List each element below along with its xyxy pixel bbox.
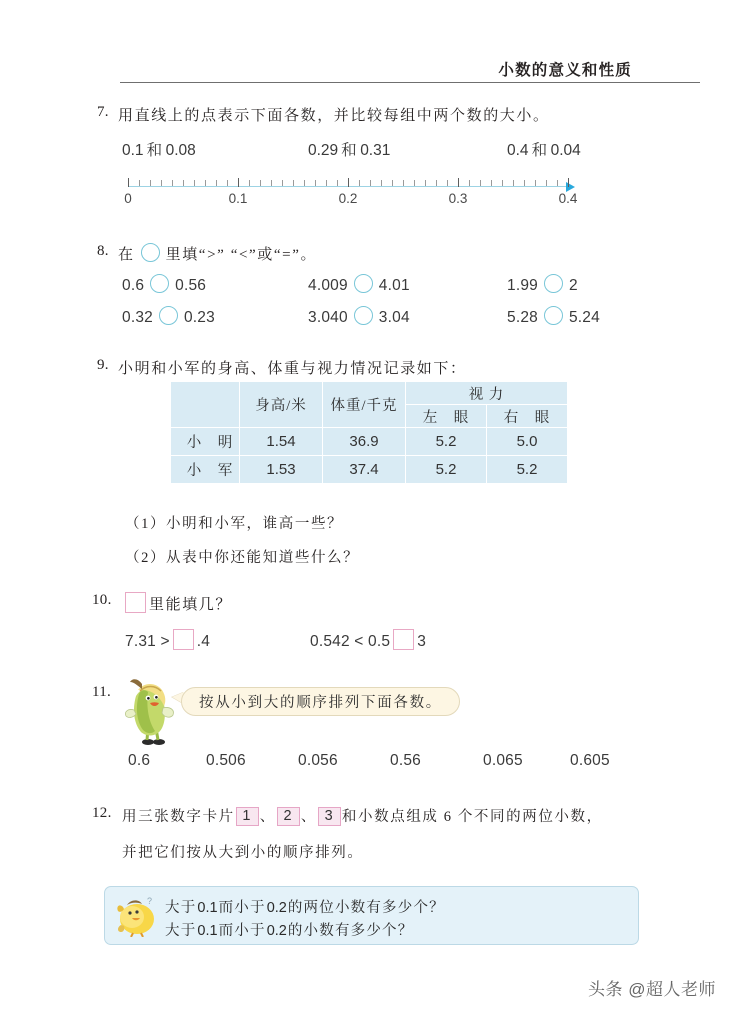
q10-text-label: 里能填几？ <box>149 597 233 613</box>
q12-card-3[interactable]: 3 <box>318 807 341 826</box>
number-line-minor-tick <box>227 180 228 186</box>
q11-number-6: 0.605 <box>570 752 610 769</box>
table-cell-height-1: 1.54 <box>240 428 323 456</box>
number-line-tick-label: 0 <box>124 191 132 206</box>
number-line-tick-label: 0.3 <box>448 191 468 206</box>
q8-item-5-circle[interactable] <box>354 306 373 325</box>
q8-item-1-circle[interactable] <box>150 274 169 293</box>
number-line-minor-tick <box>557 180 558 186</box>
number-line-minor-tick <box>359 180 360 186</box>
table-cell-weight-2: 37.4 <box>323 456 406 484</box>
number-line-minor-tick <box>249 180 250 186</box>
question-9-sub-1: （1）小明和小军，谁高一些？ <box>125 516 344 532</box>
bb-l1-b: 而小于 <box>218 900 266 916</box>
q7-pair-3-b: 0.04 <box>550 142 581 159</box>
number-line-minor-tick <box>315 180 316 186</box>
table-header-right-eye: 右 眼 <box>487 405 568 428</box>
challenge-line-2 <box>165 919 413 940</box>
number-line-minor-tick <box>370 180 371 186</box>
q12-card-2[interactable]: 2 <box>277 807 300 826</box>
q7-pair-3 <box>507 138 581 160</box>
number-line-minor-tick <box>271 180 272 186</box>
q10-item-2-before: 0.542 < 0.5 <box>310 633 391 650</box>
challenge-box <box>104 886 639 945</box>
table-cell-left-eye-2: 5.2 <box>406 456 487 484</box>
bb-l2-n1: 0.1 <box>197 923 218 939</box>
q12-line1-b: 和小数点组成 6 个不同的两位小数， <box>341 809 603 825</box>
q8-item-6-left: 5.28 <box>507 309 538 326</box>
q8-sample-circle <box>141 243 160 262</box>
question-11-number: 11. <box>92 684 112 700</box>
question-8-number: 8. <box>97 243 109 259</box>
q7-pair-2-a: 0.29 <box>308 142 339 159</box>
q7-pair-2 <box>308 138 390 160</box>
q10-item-1-before: 7.31 > <box>125 633 170 650</box>
q7-pair-1-b: 0.08 <box>165 142 196 159</box>
q10-item-1-after: .4 <box>196 633 211 650</box>
q8-item-3-left: 1.99 <box>507 277 538 294</box>
speech-bubble <box>181 687 460 716</box>
corn-character-icon <box>118 676 180 750</box>
table-row <box>171 456 568 484</box>
q11-number-5: 0.065 <box>483 752 523 769</box>
q10-item-2-box[interactable] <box>393 629 414 650</box>
q12-card-1[interactable]: 1 <box>236 807 259 826</box>
q7-pair-1 <box>122 138 196 160</box>
number-line-minor-tick <box>524 180 525 186</box>
bb-l1-a: 大于 <box>165 900 197 916</box>
q8-item-6 <box>507 306 600 327</box>
q8-item-6-circle[interactable] <box>544 306 563 325</box>
number-line-tick-label: 0.2 <box>338 191 358 206</box>
q11-number-3: 0.056 <box>298 752 338 769</box>
number-line-minor-tick <box>150 180 151 186</box>
q8-item-3 <box>507 274 578 295</box>
question-12-number: 12. <box>92 805 112 821</box>
number-line-major-tick <box>348 178 349 187</box>
question-9-sub-2: （2）从表中你还能知道些什么？ <box>125 550 360 566</box>
number-line-minor-tick <box>304 180 305 186</box>
q7-pair-1-he: 和 <box>146 142 163 159</box>
q8-text-a: 在 <box>118 247 135 263</box>
bb-l2-n2: 0.2 <box>266 923 287 939</box>
table-corner-cell <box>171 382 240 428</box>
question-8-text <box>118 243 317 264</box>
number-line-minor-tick <box>161 180 162 186</box>
number-line-minor-tick <box>436 180 437 186</box>
table-cell-height-2: 1.53 <box>240 456 323 484</box>
question-12-line-1 <box>122 805 603 826</box>
bb-l2-a: 大于 <box>165 923 197 939</box>
number-line-minor-tick <box>337 180 338 186</box>
number-line-minor-tick <box>205 180 206 186</box>
number-line <box>124 178 578 212</box>
q7-pair-3-a: 0.4 <box>507 142 529 159</box>
q12-sep-1: 、 <box>259 809 276 825</box>
chick-character-icon <box>113 893 161 937</box>
number-line-minor-tick <box>183 180 184 186</box>
number-line-tick-label: 0.4 <box>558 191 578 206</box>
number-line-minor-tick <box>535 180 536 186</box>
number-line-major-tick <box>128 178 129 187</box>
number-line-minor-tick <box>282 180 283 186</box>
number-line-minor-tick <box>414 180 415 186</box>
number-line-minor-tick <box>513 180 514 186</box>
q11-number-1: 0.6 <box>128 752 151 769</box>
header-divider <box>120 82 700 83</box>
q8-item-2-right: 4.01 <box>378 277 410 294</box>
q11-number-4: 0.56 <box>390 752 421 769</box>
q8-item-3-right: 2 <box>568 277 578 294</box>
q8-item-4-right: 0.23 <box>183 309 215 326</box>
table-cell-name-2: 小 军 <box>171 456 240 484</box>
bb-l1-n1: 0.1 <box>197 900 218 916</box>
bb-l2-b: 而小于 <box>218 923 266 939</box>
q8-item-1 <box>122 274 206 295</box>
speech-bubble-text: 按从小到大的顺序排列下面各数。 <box>199 695 442 711</box>
question-10-number: 10. <box>92 592 112 608</box>
number-line-major-tick <box>238 178 239 187</box>
number-line-minor-tick <box>293 180 294 186</box>
number-line-minor-tick <box>392 180 393 186</box>
table-cell-name-1: 小 明 <box>171 428 240 456</box>
svg-text:?: ? <box>147 896 153 906</box>
q8-item-4 <box>122 306 215 327</box>
number-line-minor-tick <box>480 180 481 186</box>
q8-item-3-circle[interactable] <box>544 274 563 293</box>
number-line-minor-tick <box>403 180 404 186</box>
q8-item-4-circle[interactable] <box>159 306 178 325</box>
number-line-minor-tick <box>216 180 217 186</box>
q8-text-b: 里填“>” “<”或“=”。 <box>165 247 318 263</box>
q8-item-5 <box>308 306 410 327</box>
q8-item-2-left: 4.009 <box>308 277 348 294</box>
number-line-minor-tick <box>546 180 547 186</box>
q10-sample-box <box>125 592 146 613</box>
q11-number-2: 0.506 <box>206 752 246 769</box>
table-header-height: 身高/米 <box>240 382 323 428</box>
question-9-text: 小明和小军的身高、体重与视力情况记录如下： <box>118 361 467 377</box>
q10-item-1-box[interactable] <box>173 629 194 650</box>
q8-item-2 <box>308 274 410 295</box>
bb-l2-c: 的小数有多少个？ <box>287 923 414 939</box>
number-line-minor-tick <box>194 180 195 186</box>
number-line-minor-tick <box>381 180 382 186</box>
page-title: 小数的意义和性质 <box>498 62 632 79</box>
table-header-left-eye: 左 眼 <box>406 405 487 428</box>
q8-item-5-right: 3.04 <box>378 309 410 326</box>
number-line-tick-label: 0.1 <box>228 191 248 206</box>
watermark: 头条 @超人老师 <box>588 980 716 999</box>
number-line-major-tick <box>458 178 459 187</box>
number-line-minor-tick <box>139 180 140 186</box>
number-line-minor-tick <box>469 180 470 186</box>
q12-sep-2: 、 <box>300 809 317 825</box>
number-line-minor-tick <box>425 180 426 186</box>
question-7-number: 7. <box>97 104 109 120</box>
q8-item-1-left: 0.6 <box>122 277 145 294</box>
q8-item-5-left: 3.040 <box>308 309 348 326</box>
q8-item-2-circle[interactable] <box>354 274 373 293</box>
q7-pair-3-he: 和 <box>531 142 548 159</box>
q7-pair-2-he: 和 <box>341 142 358 159</box>
number-line-minor-tick <box>502 180 503 186</box>
bb-l1-n2: 0.2 <box>266 900 287 916</box>
bb-l1-c: 的两位小数有多少个？ <box>287 900 445 916</box>
table-header-row-1 <box>171 382 568 405</box>
question-7-text: 用直线上的点表示下面各数，并比较每组中两个数的大小。 <box>118 108 550 124</box>
table-header-weight: 体重/千克 <box>323 382 406 428</box>
table-row <box>171 428 568 456</box>
q8-item-6-right: 5.24 <box>568 309 600 326</box>
number-line-minor-tick <box>447 180 448 186</box>
page-header <box>95 58 700 88</box>
table-cell-left-eye-1: 5.2 <box>406 428 487 456</box>
challenge-line-1 <box>165 896 445 917</box>
table-cell-right-eye-1: 5.0 <box>487 428 568 456</box>
q10-item-2-after: 3 <box>417 633 427 650</box>
number-line-major-tick <box>568 178 569 187</box>
table-cell-right-eye-2: 5.2 <box>487 456 568 484</box>
question-10-text <box>122 592 232 614</box>
q7-pair-1-a: 0.1 <box>122 142 144 159</box>
q8-item-1-right: 0.56 <box>175 277 207 294</box>
student-data-table <box>170 381 568 484</box>
question-9-number: 9. <box>97 357 109 373</box>
table-cell-weight-1: 36.9 <box>323 428 406 456</box>
table-header-vision: 视 力 <box>406 382 568 405</box>
q7-pair-2-b: 0.31 <box>360 142 391 159</box>
q12-line1-a: 用三张数字卡片 <box>122 809 235 825</box>
number-line-minor-tick <box>326 180 327 186</box>
number-line-minor-tick <box>491 180 492 186</box>
question-12-line-2: 并把它们按从大到小的顺序排列。 <box>122 845 364 861</box>
q10-item-2 <box>310 629 426 651</box>
number-line-minor-tick <box>260 180 261 186</box>
q10-item-1 <box>125 629 210 651</box>
number-line-minor-tick <box>172 180 173 186</box>
q8-item-4-left: 0.32 <box>122 309 153 326</box>
